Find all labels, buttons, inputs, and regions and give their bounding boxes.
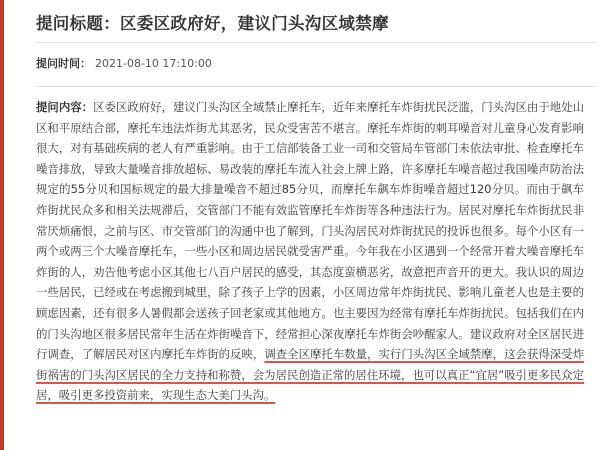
left-accent-bar — [0, 0, 4, 450]
page-title — [36, 10, 596, 34]
title-label: 提问标题： — [36, 14, 120, 33]
content-text-before: 区委区政府好，建议门头沟区全域禁止摩托车，近年来摩托车炸街扰民泛滥，门头沟区由于地处山区和平原结合部，摩托车违法炸街尤其恶劣，民众受害苦不堪言。摩托车炸街的刺耳噪音对儿童身心发育影响很大，对有基础疾病的老人有严重影响。由于工信部装备工业一司和交管局车管部门未依法审批、检查摩托车噪音排放，导致大量噪音排放超标、易改装的摩托车流入社会上牌上路，许多摩托车噪音超过我国噪声防治法规定的55分贝和国标规定的最大排量噪音不超过85分贝，而摩托车飙车炸街噪音超过120分贝。而由于飙车炸街扰民众多和相关法规滞后，交管部门不能有效监管摩托车炸街等各种违法行为。居民对摩托车炸街扰民非常厌烦痛恨，之前与区、市交管部门的沟通中也了解到，门头沟居民对炸街扰民的投诉也很多。每个小区有一两个或两三个大噪音摩托车，一些小区和周边居民就受害严重。今年我在小区遇到一个经常开着大噪音摩托车炸街的人，劝告他考虑小区其他七八百户居民的感受，其态度蛮横恶劣，故意把声音开的更大。我认识的周边一些居民，已经或在考虑搬到城里，除了孩子上学的因素，小区周边常年炸街扰民、影响儿童老人也是主要的顾虑因素，还有很多人暑假都会送孩子回老家或其他地方。也主要因为经常有摩托车炸街扰民。包括我们在内的门头沟地区很多居民常年生活在炸街噪音下，经常担心深夜摩托车炸街会吵醒家人。建议政府对全区居民进行调查，了解居民对区内摩托车炸街的反映， — [36, 100, 584, 362]
title-divider — [36, 42, 596, 43]
question-content — [36, 97, 584, 406]
question-card — [36, 0, 596, 450]
content-label: 提问内容： — [36, 100, 94, 114]
time-divider — [36, 86, 596, 87]
question-time — [36, 55, 212, 71]
time-value: 2021-08-10 17:10:00 — [95, 57, 212, 70]
content-text-underlined: 调查全区摩托车数量，实行门头沟区全域禁摩，这会获得深受炸街祸害的门头沟区居民的全力支持和称赞，会为居民创造正常的居住环境，也可以真正“宜居”吸引更多民众定居，吸引 — [36, 347, 584, 403]
content-text-underlined-end: 更多投资前来，实现生态大美门头沟。 — [81, 388, 276, 403]
time-label: 提问时间： — [36, 57, 91, 70]
title-text: 区委区政府好，建议门头沟区域禁摩 — [120, 14, 389, 33]
